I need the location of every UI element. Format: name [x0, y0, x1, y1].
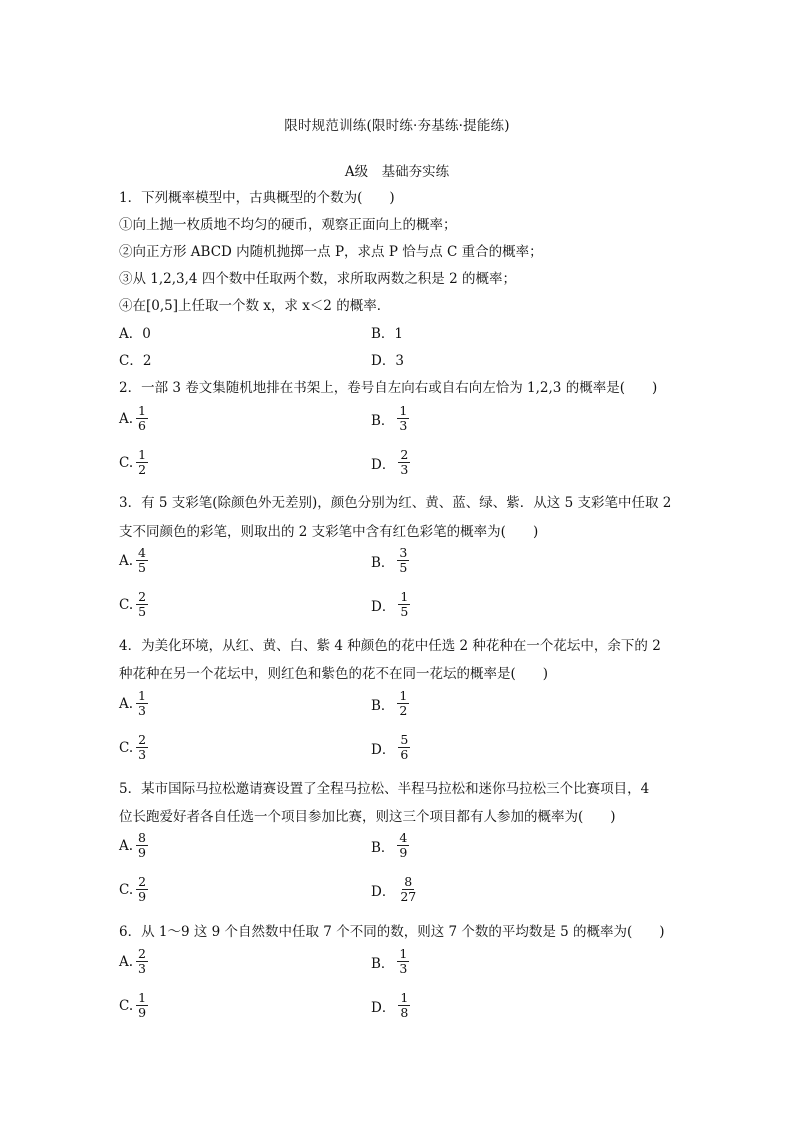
question-6-stem: 6．从 1～9 这 9 个自然数中任取 7 个不同的数，则这 7 个数的平均数是 5 的概率为( ): [119, 924, 665, 940]
option-letter: B．: [371, 955, 395, 972]
denominator: 8: [400, 1005, 409, 1020]
question-2-option-a: [119, 404, 148, 433]
numerator: 3: [399, 545, 408, 560]
question-1-item-1: ①向上抛一枚质地不均匀的硬币，观察正面向上的概率；: [119, 217, 457, 233]
option-letter: D．: [371, 883, 396, 900]
denominator: 3: [399, 961, 408, 976]
option-letter: C.: [119, 881, 134, 898]
question-4-stem-line-2: 种花种在另一个花坛中，则红色和紫色的花不在同一花坛的概率是( ): [119, 666, 549, 682]
option-letter: C.: [119, 739, 134, 756]
fraction: [136, 875, 148, 904]
fraction: [136, 590, 148, 619]
question-3-option-b: [371, 546, 409, 575]
option-letter: D．: [371, 999, 396, 1016]
numerator: 1: [399, 946, 408, 961]
denominator: 3: [399, 418, 408, 433]
denominator: 9: [138, 889, 147, 904]
numerator: 2: [138, 946, 146, 961]
question-4-option-a: [119, 689, 148, 718]
fraction: [397, 831, 409, 860]
numerator: 1: [138, 688, 146, 703]
question-2-option-c: [119, 448, 148, 477]
numerator: 2: [138, 589, 147, 604]
question-5-stem-line-2: 位长跑爱好者各自任选一个项目参加比赛，则这三个项目都有人参加的概率为( ): [119, 809, 616, 825]
question-3-stem-line-1: 3．有 5 支彩笔(除颜色外无差别)，颜色分别为红、黄、蓝、绿、紫．从这 5 支彩笔中任取 2: [119, 495, 672, 511]
fraction: [136, 831, 148, 860]
numerator: 4: [138, 545, 146, 560]
numerator: 2: [400, 447, 409, 462]
question-3-stem-line-2: 支不同颜色的彩笔，则取出的 2 支彩笔中含有红色彩笔的概率为( ): [119, 524, 539, 540]
question-3-option-c: [119, 590, 148, 619]
fraction: [136, 991, 148, 1020]
denominator: 27: [400, 889, 417, 904]
option-letter: D．: [371, 741, 396, 758]
numerator: 1: [400, 589, 409, 604]
question-2-stem: 2．一部 3 卷文集随机地排在书架上，卷号自左向右或自右向左恰为 1,2,3 的概率是( ): [119, 380, 658, 396]
option-letter: D．: [371, 456, 396, 473]
option-letter: A.: [119, 552, 134, 569]
option-letter: C.: [119, 997, 134, 1014]
fraction: [397, 947, 409, 976]
numerator: 5: [400, 732, 409, 747]
option-letter: B．: [371, 697, 395, 714]
question-1-option-d: D．3: [371, 353, 404, 369]
denominator: 2: [399, 703, 408, 718]
option-letter: A.: [119, 695, 134, 712]
denominator: 5: [399, 560, 408, 575]
denominator: 2: [138, 462, 147, 477]
option-letter: C.: [119, 454, 134, 471]
fraction: [398, 991, 410, 1020]
question-5-option-b: [371, 831, 409, 860]
fraction: [136, 733, 148, 762]
question-1-item-3: ③从 1,2,3,4 四个数中任取两个数，求所取两数之积是 2 的概率；: [119, 271, 516, 287]
denominator: 3: [138, 703, 146, 718]
question-1-option-a: A．0: [119, 326, 151, 342]
fraction: [398, 875, 418, 904]
question-5-option-a: [119, 831, 148, 860]
option-letter: A.: [119, 837, 134, 854]
denominator: 6: [400, 747, 409, 762]
option-letter: B．: [371, 412, 395, 429]
option-letter: A.: [119, 953, 134, 970]
option-letter: B．: [371, 554, 395, 571]
question-5-option-c: [119, 875, 148, 904]
numerator: 1: [138, 447, 147, 462]
fraction: [398, 590, 410, 619]
question-3-option-a: [119, 546, 148, 575]
numerator: 8: [138, 830, 146, 845]
question-1-option-c: C．2: [119, 353, 152, 369]
question-4-option-d: [371, 733, 410, 762]
fraction: [397, 546, 409, 575]
question-1-option-b: B．1: [371, 326, 404, 342]
option-letter: B．: [371, 839, 395, 856]
denominator: 5: [138, 604, 147, 619]
question-6-option-c: [119, 991, 148, 1020]
option-letter: D．: [371, 598, 396, 615]
fraction: [136, 448, 148, 477]
fraction: [398, 448, 410, 477]
numerator: 1: [399, 688, 408, 703]
page-title: 限时规范训练(限时练·夯基练·提能练): [284, 118, 510, 134]
option-letter: C.: [119, 596, 134, 613]
denominator: 5: [138, 560, 146, 575]
question-4-option-b: [371, 689, 409, 718]
question-4-option-c: [119, 733, 148, 762]
numerator: 2: [138, 732, 147, 747]
question-6-option-a: [119, 947, 148, 976]
numerator: 1: [400, 990, 409, 1005]
question-1-item-4: ④在[0,5]上任取一个数 x，求 x＜2 的概率．: [119, 298, 391, 314]
question-2-option-d: [371, 448, 410, 477]
section-heading: A级 基础夯实练: [344, 164, 450, 180]
denominator: 3: [400, 462, 409, 477]
question-1-stem: 1．下列概率模型中，古典概型的个数为( ): [119, 190, 395, 206]
denominator: 9: [399, 845, 408, 860]
option-letter: A.: [119, 410, 134, 427]
fraction: [136, 689, 148, 718]
numerator: 1: [138, 403, 146, 418]
denominator: 9: [138, 845, 146, 860]
question-3-option-d: [371, 590, 410, 619]
denominator: 9: [138, 1005, 147, 1020]
numerator: 1: [138, 990, 147, 1005]
fraction: [136, 546, 148, 575]
question-1-item-2: ②向正方形 ABCD 内随机抛掷一点 P，求点 P 恰与点 C 重合的概率；: [119, 244, 543, 260]
question-5-option-d: [371, 875, 418, 904]
denominator: 6: [138, 418, 146, 433]
numerator: 8: [404, 874, 413, 889]
numerator: 4: [399, 830, 408, 845]
fraction: [398, 733, 410, 762]
denominator: 3: [138, 747, 147, 762]
fraction: [136, 947, 148, 976]
question-5-stem-line-1: 5．某市国际马拉松邀请赛设置了全程马拉松、半程马拉松和迷你马拉松三个比赛项目，4: [119, 781, 650, 797]
numerator: 2: [138, 874, 147, 889]
question-6-option-d: [371, 991, 410, 1020]
fraction: [136, 404, 148, 433]
denominator: 5: [400, 604, 409, 619]
denominator: 3: [138, 961, 146, 976]
fraction: [397, 689, 409, 718]
question-6-option-b: [371, 947, 409, 976]
question-2-option-b: [371, 404, 409, 433]
question-4-stem-line-1: 4．为美化环境，从红、黄、白、紫 4 种颜色的花中任选 2 种花种在一个花坛中，余下的 2: [119, 638, 661, 654]
numerator: 1: [399, 403, 408, 418]
fraction: [397, 404, 409, 433]
